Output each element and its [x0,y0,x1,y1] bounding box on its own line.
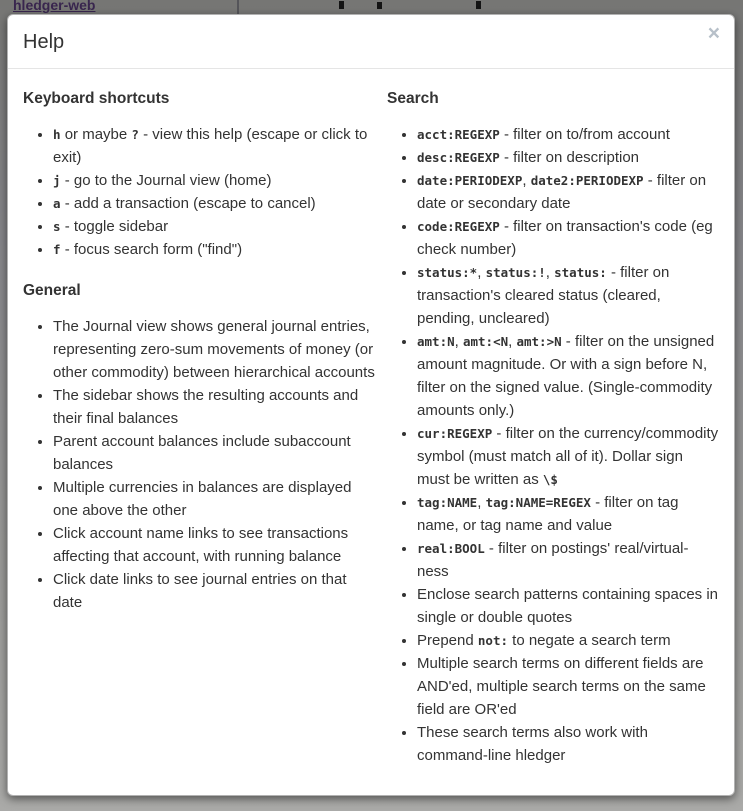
list-item: • date:PERIODEXP, date2:PERIODEXP - filter on date or secondary date [417,169,719,215]
list-item: • The Journal view shows general journal entries, representing zero-sum movements of money (or other commodity) between hierarchical accounts [53,315,379,384]
modal-title: Help [23,31,65,53]
general-list [23,315,379,614]
background-heading-fragment [377,2,382,9]
list-item: • Enclose search patterns containing spaces in single or double quotes [417,583,719,629]
section-heading-general: General [23,282,81,299]
background-heading-fragment [476,1,481,9]
section-heading-keyboard-shortcuts: Keyboard shortcuts [23,90,170,107]
search-list [387,123,719,767]
list-item: • desc:REGEXP - filter on description [417,146,719,169]
list-item: • real:BOOL - filter on postings' real/virtual-ness [417,537,719,583]
help-column-left [23,71,379,787]
list-item: • These search terms also work with command-line hledger [417,721,719,767]
list-item: • The sidebar shows the resulting accounts and their final balances [53,384,379,430]
brand-link[interactable]: hledger-web [13,0,96,13]
list-item: • Multiple currencies in balances are displayed one above the other [53,476,379,522]
close-icon: × [707,22,720,45]
list-item: • amt:N, amt:<N, amt:>N - filter on the unsigned amount magnitude. Or with a sign before N, filter on the signed value. (Single-commodity amounts only.) [417,330,719,422]
list-item: • Parent account balances include subaccount balances [53,430,379,476]
list-item: • a - add a transaction (escape to cancel) [53,192,379,215]
close-button[interactable] [708,23,720,44]
list-item: • h or maybe ? - view this help (escape or click to exit) [53,123,379,169]
help-modal [7,14,735,796]
modal-body [8,69,734,802]
list-item: • cur:REGEXP - filter on the currency/commodity symbol (must match all of it). Dollar sign must be written as \$ [417,422,719,491]
background-column-divider [237,0,239,15]
background-heading-fragment [339,1,344,9]
help-column-right [387,71,719,787]
list-item: • Prepend not: to negate a search term [417,629,719,652]
list-item: • Click account name links to see transactions affecting that account, with running balance [53,522,379,568]
list-item: • j - go to the Journal view (home) [53,169,379,192]
list-item: • s - toggle sidebar [53,215,379,238]
modal-header [8,15,734,69]
section-heading-search: Search [387,90,439,107]
keyboard-shortcuts-list [23,123,379,261]
list-item: • acct:REGEXP - filter on to/from account [417,123,719,146]
list-item: • status:*, status:!, status: - filter on transaction's cleared status (cleared, pending, uncleared) [417,261,719,330]
list-item: • f - focus search form ("find") [53,238,379,261]
list-item: • Click date links to see journal entries on that date [53,568,379,614]
list-item: • code:REGEXP - filter on transaction's code (eg check number) [417,215,719,261]
list-item: • Multiple search terms on different fields are AND'ed, multiple search terms on the same field are OR'ed [417,652,719,721]
list-item: • tag:NAME, tag:NAME=REGEX - filter on tag name, or tag name and value [417,491,719,537]
